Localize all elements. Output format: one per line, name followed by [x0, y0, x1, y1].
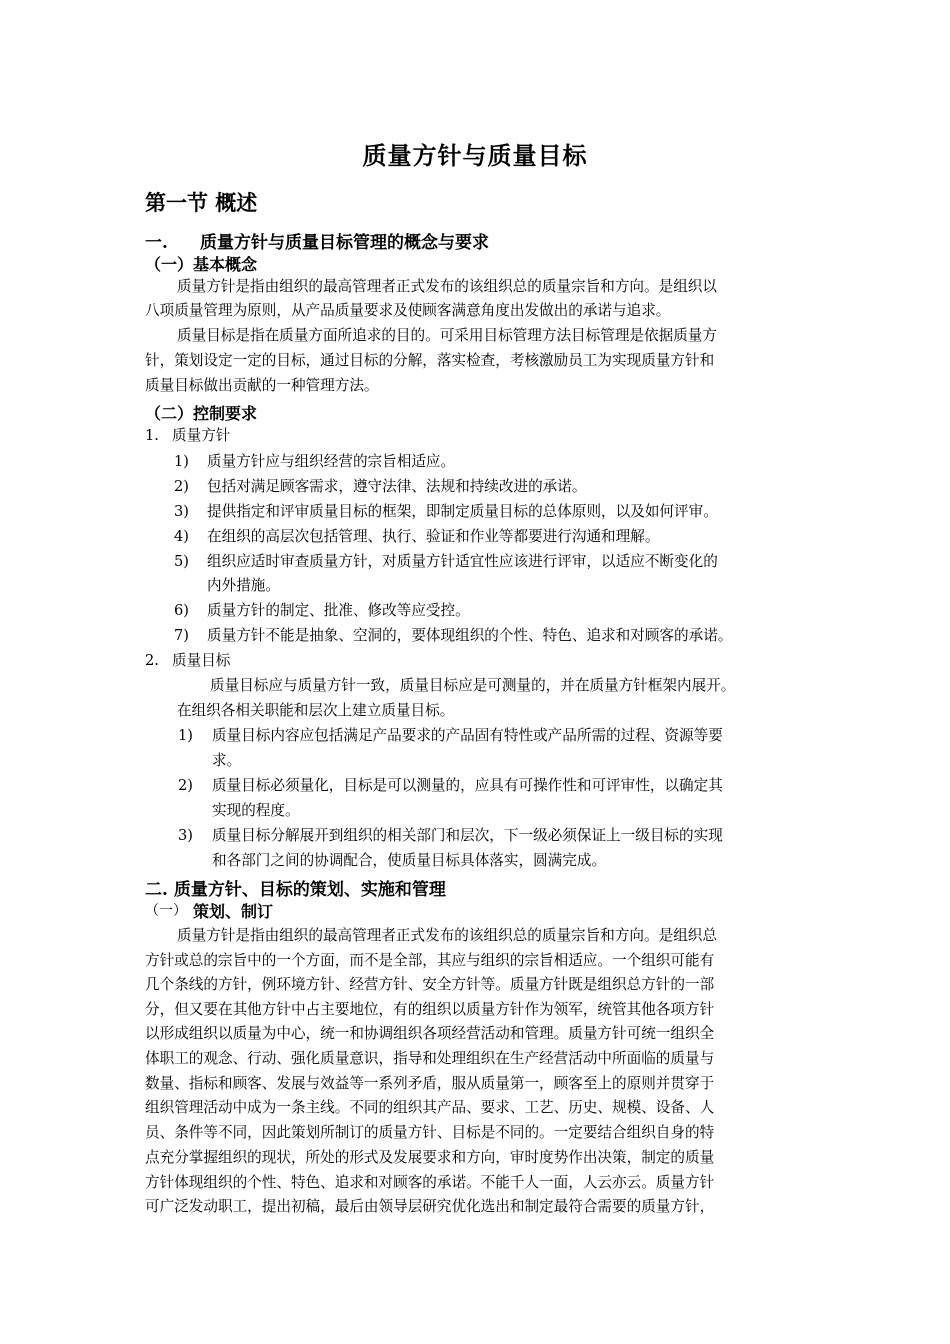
paragraph-line: 数量、指标和顾客、发展与效益等一系列矛盾，服从质量第一，顾客至上的原则并贯穿于 — [145, 1075, 715, 1092]
subheading-planning: 策划、制订 — [193, 902, 274, 921]
paragraph-line: 质量目标是指在质量方面所追求的目的。可采用目标管理方法目标管理是依据质量方 — [177, 327, 717, 344]
list-item: 质量目标分解展开到组织的相关部门和层次，下一级必须保证上一级目标的实现 — [212, 827, 723, 844]
list-item-number: 2) — [174, 478, 189, 495]
list-item-number: 3) — [174, 503, 189, 520]
list-title: 质量目标 — [172, 652, 231, 669]
paragraph-line: 质量方针是指由组织的最高管理者正式发布的该组织总的质量宗旨和方向。是组织以 — [177, 278, 717, 295]
list-item-number: 7) — [174, 627, 189, 644]
list-item: 质量方针不能是抽象、空洞的，要体现组织的个性、特色、追求和对顾客的承诺。 — [207, 627, 733, 644]
part1-heading-number: 一. — [145, 233, 168, 253]
paragraph-line: 点充分掌握组织的现状，所处的形式及发展要求和方向，审时度势作出决策，制定的质量 — [145, 1149, 715, 1166]
list-item-number: 4) — [174, 528, 189, 545]
subheading-prefix: （一） — [145, 903, 187, 919]
list-title: 质量方针 — [172, 427, 231, 444]
subheading-basic-concepts: （一）基本概念 — [145, 255, 258, 274]
list-item-continuation: 内外措施。 — [207, 577, 280, 594]
list-number: 1. — [145, 427, 159, 444]
paragraph-line: 组织管理活动中成为一条主线。不同的组织其产品、要求、工艺、历史、规模、设备、人 — [145, 1099, 715, 1116]
list-item-continuation: 求。 — [212, 752, 242, 769]
paragraph-line: 质量方针是指由组织的最高管理者正式发布的该组织总的质量宗旨和方向。是组织总 — [177, 927, 717, 944]
paragraph-line: 分，但又要在其他方针中占主要地位，有的组织以质量方针作为领军，统管其他各项方针 — [145, 1001, 715, 1018]
list-item: 组织应适时审查质量方针，对质量方针适宜性应该进行评审，以适应不断变化的 — [207, 553, 718, 570]
part1-heading: 质量方针与质量目标管理的概念与要求 — [200, 233, 489, 253]
list-number: 2. — [145, 652, 159, 669]
list-item: 提供指定和评审质量目标的框架，即制定质量目标的总体原则，以及如何评审。 — [207, 503, 718, 520]
list-item: 包括对满足顾客需求，遵守法律、法规和持续改进的承诺。 — [207, 478, 587, 495]
list-item-continuation: 和各部门之间的协调配合，使质量目标具体落实，圆满完成。 — [212, 852, 607, 869]
list-item: 质量方针应与组织经营的宗旨相适应。 — [207, 453, 456, 470]
section-heading: 第一节 概述 — [145, 190, 258, 215]
paragraph-line: 方针或总的宗旨中的一个方面，而不是全部，其应与组织的宗旨相适应。一个组织可能有 — [145, 952, 715, 969]
part2-heading: 二. 质量方针、目标的策划、实施和管理 — [145, 880, 446, 900]
paragraph-line: 质量目标应与质量方针一致，质量目标应是可测量的，并在质量方针框架内展开。 — [210, 677, 736, 694]
list-item: 质量目标内容应包括满足产品要求的产品固有特性或产品所需的过程、资源等要 — [212, 727, 723, 744]
paragraph-line: 在组织各相关职能和层次上建立质量目标。 — [177, 702, 455, 719]
list-item-number: 1) — [174, 453, 189, 470]
paragraph-line: 员、条件等不同，因此策划所制订的质量方针、目标是不同的。一定要结合组织自身的特 — [145, 1124, 715, 1141]
paragraph-line: 质量目标做出贡献的一种管理方法。 — [145, 377, 379, 394]
paragraph-line: 可广泛发动职工，提出初稿，最后由领导层研究优化选出和制定最符合需要的质量方针， — [145, 1198, 715, 1215]
paragraph-line: 体职工的观念、行动、强化质量意识，指导和处理组织在生产经营活动中所面临的质量与 — [145, 1050, 715, 1067]
list-item-number: 3) — [178, 827, 193, 844]
list-item-number: 6) — [174, 602, 189, 619]
paragraph-line: 方针体现组织的个性、特色、追求和对顾客的承诺。不能千人一面，人云亦云。质量方针 — [145, 1174, 715, 1191]
paragraph-line: 八项质量管理为原则，从产品质量要求及使顾客满意角度出发做出的承诺与追求。 — [145, 302, 671, 319]
document-title: 质量方针与质量目标 — [362, 141, 588, 170]
list-item: 质量目标必须量化，目标是可以测量的，应具有可操作性和可评审性，以确定其 — [212, 777, 723, 794]
list-item-number: 2) — [178, 777, 193, 794]
list-item-number: 1) — [178, 727, 193, 744]
list-item: 质量方针的制定、批准、修改等应受控。 — [207, 602, 470, 619]
paragraph-line: 几个条线的方针，例环境方针、经营方针、安全方针等。质量方针既是组织总方针的一部 — [145, 976, 715, 993]
paragraph-line: 以形成组织以质量为中心，统一和协调组织各项经营活动和管理。质量方针可统一组织全 — [145, 1025, 715, 1042]
list-item-continuation: 实现的程度。 — [212, 802, 300, 819]
list-item: 在组织的高层次包括管理、执行、验证和作业等都要进行沟通和理解。 — [207, 528, 660, 545]
subheading-control-requirements: （二）控制要求 — [145, 404, 258, 423]
list-item-number: 5) — [174, 553, 189, 570]
paragraph-line: 针，策划设定一定的目标，通过目标的分解，落实检查，考核激励员工为实现质量方针和 — [145, 352, 715, 369]
